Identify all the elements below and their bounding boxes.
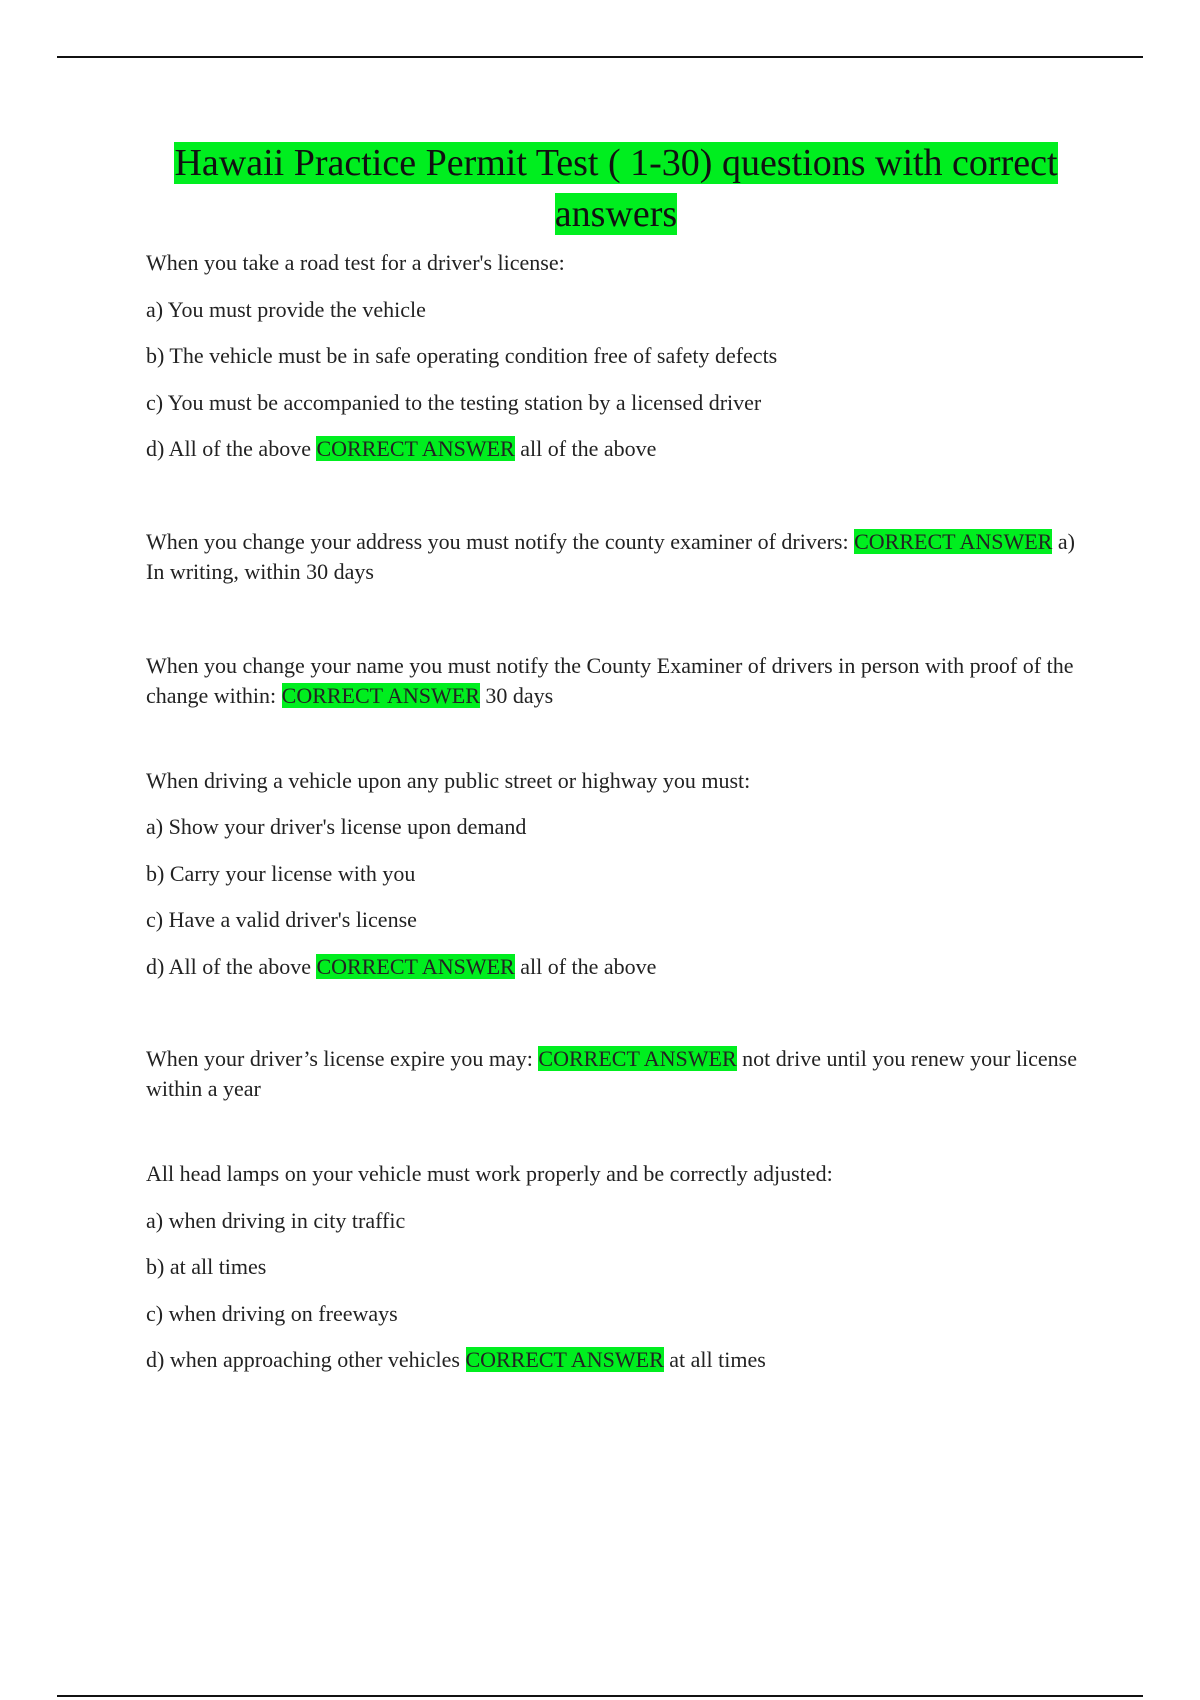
document-body — [146, 138, 1086, 1392]
correct-answer-tag: CORRECT ANSWER — [854, 528, 1053, 554]
correct-answer-tag: CORRECT ANSWER — [465, 1347, 664, 1372]
answer-option: b) Carry your license with you — [146, 860, 416, 886]
bottom-rule — [57, 1695, 1143, 1697]
question-prompt: When you take a road test for a driver's license: — [146, 250, 565, 275]
answer-option: b) at all times — [146, 1254, 267, 1279]
question-6 — [146, 1159, 1086, 1375]
answer-option-text: d) when approaching other vehicles — [146, 1347, 460, 1372]
correct-answer-text: all of the above — [520, 436, 657, 461]
correct-answer-tag: CORRECT ANSWER — [538, 1046, 737, 1071]
question-prompt: When driving a vehicle upon any public street or highway you must: — [146, 767, 751, 793]
correct-answer-text: at all times — [669, 1347, 766, 1372]
answer-option-text: d) All of the above — [146, 953, 311, 979]
correct-answer-text: 30 days — [485, 682, 554, 708]
top-rule — [57, 56, 1143, 58]
question-paragraph — [146, 651, 1086, 711]
question-spacer — [146, 1104, 1086, 1159]
question-4 — [146, 766, 1086, 982]
question-paragraph — [146, 1044, 1086, 1104]
question-5 — [146, 1044, 1086, 1104]
question-3 — [146, 651, 1086, 711]
question-spacer — [146, 998, 1086, 1044]
answer-option: c) when driving on freeways — [146, 1300, 398, 1326]
answer-option: a) when driving in city traffic — [146, 1207, 406, 1233]
answer-option: a) Show your driver's license upon demand — [146, 814, 527, 839]
correct-answer-tag: CORRECT ANSWER — [316, 436, 515, 461]
question-2 — [146, 527, 1086, 587]
answer-option-text: d) All of the above — [146, 436, 311, 461]
question-spacer — [146, 587, 1086, 651]
question-paragraph — [146, 527, 1086, 587]
title-highlight: Hawaii Practice Permit Test ( 1-30) questions with correct answers — [174, 142, 1058, 235]
answer-option: a) You must provide the vehicle — [146, 296, 426, 322]
answer-option: b) The vehicle must be in safe operating condition free of safety defects — [146, 343, 778, 368]
question-prompt: When you change your name you must notify the County Examiner of drivers in person with proof of the change within: — [146, 652, 1074, 708]
question-spacer — [146, 481, 1086, 527]
answer-option: c) You must be accompanied to the testing station by a licensed driver — [146, 389, 762, 415]
correct-answer-text: all of the above — [520, 953, 657, 979]
correct-answer-tag: CORRECT ANSWER — [281, 682, 480, 708]
question-prompt: When you change your address you must notify the county examiner of drivers: — [146, 528, 849, 554]
correct-answer-tag: CORRECT ANSWER — [316, 953, 515, 979]
answer-option: c) Have a valid driver's license — [146, 907, 417, 932]
question-prompt: When your driver’s license expire you may: — [146, 1046, 533, 1071]
question-1 — [146, 248, 1086, 464]
answer-option-final — [146, 434, 1086, 464]
answer-option-final — [146, 952, 1086, 982]
document-title — [146, 138, 1086, 240]
correct-answer-text: not drive until you renew your license within a year — [146, 1046, 1077, 1101]
question-prompt: All head lamps on your vehicle must work properly and be correctly adjusted: — [146, 1161, 833, 1186]
correct-answer-text: a) In writing, within 30 days — [146, 528, 1075, 584]
question-spacer — [146, 711, 1086, 766]
answer-option-final — [146, 1345, 1086, 1375]
